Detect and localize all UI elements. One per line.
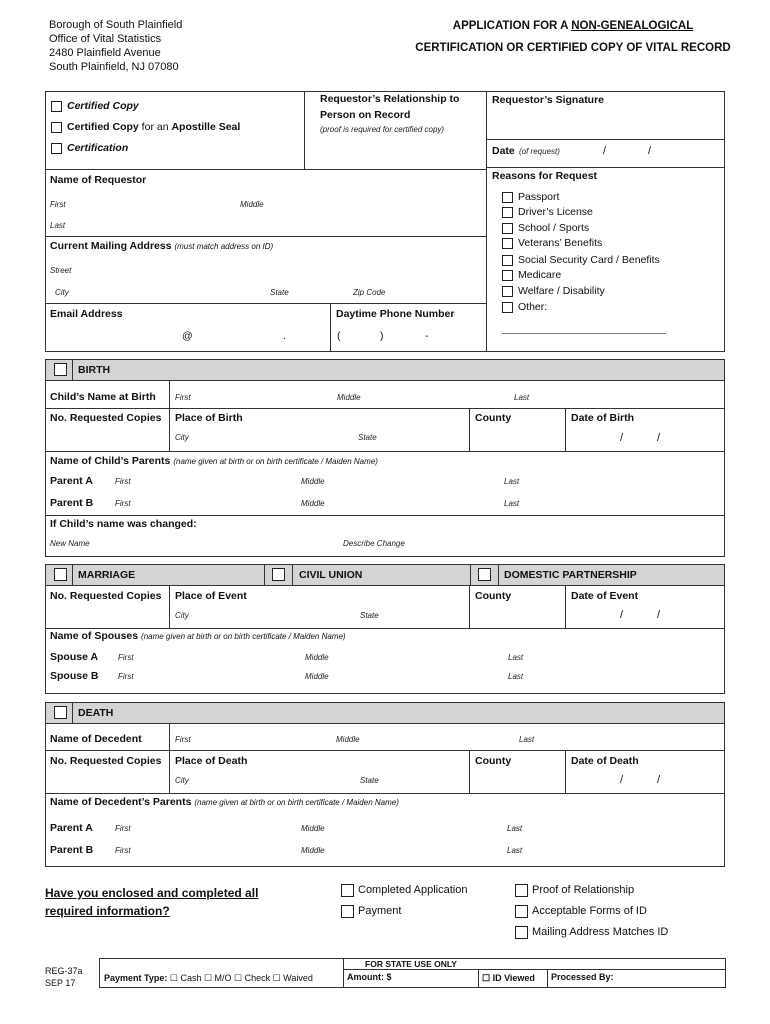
apostille-part: Certified Copy [67,121,139,133]
divider [45,236,486,237]
divider [45,169,486,170]
divider [72,359,73,381]
divider [45,408,725,409]
checklist-question [45,884,258,920]
spouse-b-label: Spouse B [50,670,99,682]
place-of-birth-label: Place of Birth [175,412,243,424]
reason-drivers-license: Driver’s License [518,206,593,218]
payment-type [104,973,313,984]
phone-label: Daytime Phone Number [336,308,455,320]
form-date-text: SEP 17 [45,978,76,988]
divider [330,303,331,352]
street-label: Street [50,266,72,275]
amount-label: Amount: $ [347,972,392,982]
divider [45,750,725,751]
birth-title: BIRTH [78,364,111,376]
form-title [408,15,738,59]
spouses-note: (name given at birth or on birth certificate / Maiden Name) [141,632,346,641]
certified-copy-label: Certified Copy [67,100,139,112]
death-header-bar [45,702,725,724]
spouse-a-label: Spouse A [50,651,99,663]
copies-label: No. Requested Copies [50,412,162,424]
mailing-text: Current Mailing Address [50,240,172,252]
birth-header-bar [45,359,725,381]
reason-passport: Passport [518,191,560,203]
first-label: First [115,846,131,855]
reason-checkbox[interactable] [502,286,513,297]
last-label: Last [50,221,66,230]
city-label: City [175,611,189,620]
domestic-partnership-title: DOMESTIC PARTNERSHIP [504,569,637,581]
divider [45,303,486,304]
copies-label: No. Requested Copies [50,755,162,767]
divider [470,564,471,586]
divider [45,793,725,794]
last-label: Last [504,499,520,508]
payment-checkbox[interactable] [341,905,354,918]
death-title: DEATH [78,707,114,719]
parents-text: Name of Decedent’s Parents [50,796,192,808]
parent-b-label: Parent B [50,844,94,856]
mailing-matches-id-label: Mailing Address Matches ID [532,926,669,938]
divider [469,586,470,628]
last-label: Last [508,672,524,681]
mailing-note: (must match address on ID) [174,242,274,251]
middle-label: Middle [305,653,329,662]
decedent-parents-label [50,796,399,808]
relationship-label-2: Person on Record [320,109,411,121]
civil-union-checkbox[interactable] [272,568,285,581]
divider [72,702,73,724]
divider [169,586,170,628]
county-label: County [475,412,512,424]
mailing-address-label [50,240,273,252]
divider [45,628,725,629]
divider [45,451,725,452]
describe-change-label: Describe Change [343,539,405,548]
reason-medicare: Medicare [518,269,562,281]
processed-by-label: Processed By: [551,972,614,982]
date-slash: / [657,774,661,786]
civil-union-title: CIVIL UNION [299,569,363,581]
middle-label: Middle [301,499,325,508]
payment-label: Payment [358,905,402,917]
state-label: State [270,288,289,297]
divider [45,515,725,516]
apostille-checkbox[interactable] [51,122,62,133]
certification-label: Certification [67,142,129,154]
last-label: Last [507,846,523,855]
completed-application-label: Completed Application [358,884,468,896]
parent-a-label: Parent A [50,822,93,834]
reason-other: Other: [518,301,548,313]
reason-checkbox[interactable] [502,255,513,266]
first-label: First [175,735,191,744]
parent-b-label: Parent B [50,497,94,509]
divider [486,139,725,140]
reason-school: School / Sports [518,222,590,234]
email-label: Email Address [50,308,123,320]
state-use-label: FOR STATE USE ONLY [365,959,457,969]
birth-checkbox[interactable] [54,363,67,376]
divider [343,969,726,970]
last-label: Last [514,393,530,402]
parents-note: (name given at birth or on birth certificate / Maiden Name) [194,798,399,807]
divider [72,564,73,586]
middle-label: Middle [301,846,325,855]
dob-label: Date of Birth [571,412,634,424]
certified-copy-checkbox[interactable] [51,101,62,112]
first-label: First [50,200,66,209]
email-at: @ [182,330,193,342]
last-label: Last [519,735,535,744]
date-slash: / [620,609,624,621]
childs-name-label: Child’s Name at Birth [50,391,156,403]
reason-checkbox[interactable] [502,302,513,313]
reasons-title: Reasons for Request [492,170,598,182]
date-of-death-label: Date of Death [571,755,639,767]
date-slash: / [657,609,661,621]
signature-label: Requestor’s Signature [492,94,605,106]
name-changed-label: If Child’s name was changed: [50,518,197,530]
divider [486,91,487,352]
place-of-death-label: Place of Death [175,755,248,767]
middle-label: Middle [301,824,325,833]
date-slash: / [620,774,624,786]
reason-checkbox[interactable] [502,223,513,234]
divider [169,381,170,451]
middle-label: Middle [301,477,325,486]
place-of-event-label: Place of Event [175,590,247,602]
relationship-label: Requestor’s Relationship to [320,93,460,105]
city-label: City [175,433,189,442]
title-part: APPLICATION FOR A [452,20,572,32]
divider [565,750,566,793]
divider [478,969,479,988]
relationship-note: (proof is required for certified copy) [320,125,445,134]
parent-a-label: Parent A [50,475,93,487]
phone-dash: - [425,330,429,342]
decedent-name-label: Name of Decedent [50,733,142,745]
reason-checkbox[interactable] [502,192,513,203]
new-name-label: New Name [50,539,90,548]
copies-label: No. Requested Copies [50,590,162,602]
apostille-part: Apostille Seal [171,121,241,133]
spouses-label [50,630,346,642]
divider [498,564,499,586]
date-note: (of request) [519,147,560,156]
domestic-partnership-checkbox[interactable] [478,568,491,581]
divider [292,564,293,586]
state-label: State [358,433,377,442]
divider [565,408,566,451]
apostille-label [67,121,240,133]
divider [469,408,470,451]
completed-application-checkbox[interactable] [341,884,354,897]
question-line: required information? [45,904,170,918]
first-label: First [118,672,134,681]
first-label: First [115,499,131,508]
id-viewed-label: ☐ ID Viewed [482,973,535,983]
title-underlined: NON-GENEALOGICAL [571,20,694,32]
first-label: First [115,824,131,833]
date-slash: / [620,432,624,444]
reason-checkbox[interactable] [502,238,513,249]
phone-paren-close: ) [380,330,384,342]
certification-checkbox[interactable] [51,143,62,154]
county-label: County [475,755,512,767]
divider [169,724,170,793]
other-line[interactable] [502,333,666,334]
divider [486,167,725,168]
payment-type-label: Payment Type: [104,973,168,983]
middle-label: Middle [240,200,264,209]
first-label: First [118,653,134,662]
city-label: City [55,288,69,297]
zip-label: Zip Code [353,288,386,297]
date-slash: / [648,145,652,157]
form-code [45,965,83,989]
address-line: South Plainfield, NJ 07080 [49,61,179,73]
middle-label: Middle [305,672,329,681]
name-of-requestor-label: Name of Requestor [50,174,147,186]
reason-social-security: Social Security Card / Benefits [518,254,660,266]
state-label: State [360,776,379,785]
first-label: First [175,393,191,402]
mailing-matches-id-checkbox[interactable] [515,926,528,939]
date-slash: / [657,432,661,444]
marriage-checkbox[interactable] [54,568,67,581]
acceptable-id-label: Acceptable Forms of ID [532,905,647,917]
divider [304,91,305,169]
reason-welfare: Welfare / Disability [518,285,605,297]
form-code-text: REG-37a [45,966,83,976]
divider [565,586,566,628]
address-line: Office of Vital Statistics [49,33,162,45]
parents-note: (name given at birth or on birth certificate / Maiden Name) [173,457,378,466]
title-line-2: CERTIFICATION OR CERTIFIED COPY OF VITAL RECORD [415,42,731,54]
payment-options: ☐ Cash ☐ M/O ☐ Check ☐ Waived [169,973,313,983]
reason-veterans: Veterans’ Benefits [518,237,603,249]
reason-checkbox[interactable] [502,270,513,281]
apostille-part: for an [138,121,172,133]
phone-paren-open: ( [337,330,341,342]
divider [469,750,470,793]
address-line: Borough of South Plainfield [49,19,183,31]
marriage-title: MARRIAGE [78,569,136,581]
date-slash: / [603,145,607,157]
acceptable-id-checkbox[interactable] [515,905,528,918]
last-label: Last [507,824,523,833]
first-label: First [115,477,131,486]
email-dot: . [283,330,286,342]
childs-parents-label [50,455,378,467]
spouses-text: Name of Spouses [50,630,139,642]
last-label: Last [504,477,520,486]
agency-address [49,18,182,74]
parents-text: Name of Child’s Parents [50,455,171,467]
reason-checkbox[interactable] [502,207,513,218]
date-label: Date [492,145,515,157]
state-label: State [360,611,379,620]
proof-of-relationship-label: Proof of Relationship [532,884,635,896]
divider [547,969,548,988]
last-label: Last [508,653,524,662]
date-of-event-label: Date of Event [571,590,639,602]
address-line: 2480 Plainfield Avenue [49,47,161,59]
question-line: Have you enclosed and completed all [45,886,259,900]
county-label: County [475,590,512,602]
death-checkbox[interactable] [54,706,67,719]
proof-of-relationship-checkbox[interactable] [515,884,528,897]
divider [264,564,265,586]
middle-label: Middle [337,393,361,402]
middle-label: Middle [336,735,360,744]
city-label: City [175,776,189,785]
